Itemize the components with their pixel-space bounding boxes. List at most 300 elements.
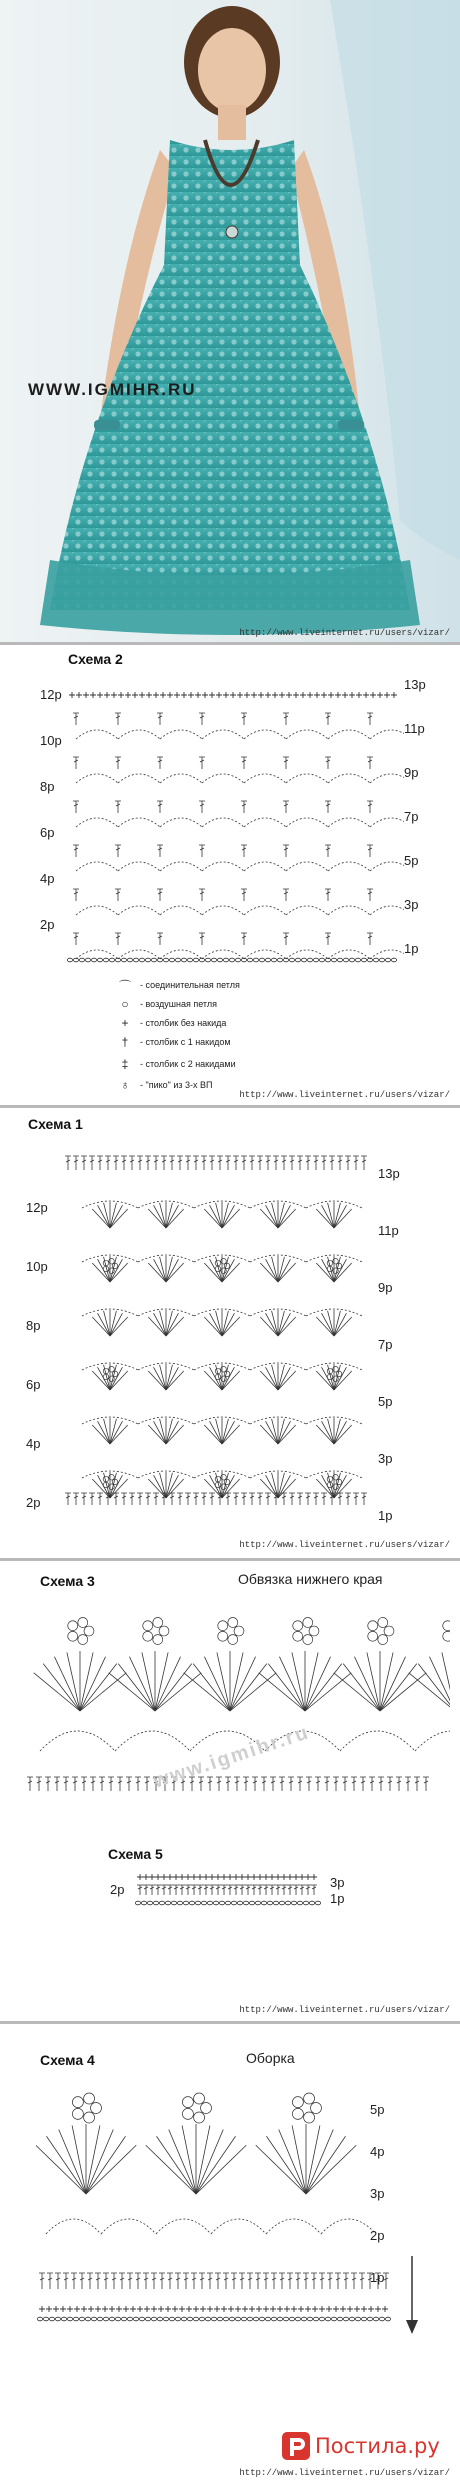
double-crochet-icon: † [121,1035,129,1049]
flower-motif-mark [84,2093,95,2104]
chain-stitch-mark [127,2317,132,2321]
row-label: 6р [40,825,55,840]
chain-stitch-mark [211,958,216,962]
double-crochet-mark [81,1156,87,1170]
single-crochet-mark [137,2306,143,2312]
double-crochet-mark [367,757,373,769]
chain-arc-mark [115,1731,190,1751]
double-crochet-mark [333,1777,339,1791]
flower-motif-mark [68,1621,78,1631]
double-crochet-mark [199,889,205,901]
fan-stitch-mark [429,1657,450,1711]
fan-stitch-mark [36,2145,86,2194]
scheme3-subtitle: Обвязка нижнего края [238,1571,383,1587]
single-crochet-mark [202,692,208,698]
double-crochet-mark [113,1493,119,1505]
scheme1-url[interactable]: http://www.liveinternet.ru/users/vizar/ [239,1540,450,1550]
single-crochet-mark [111,692,117,698]
double-crochet-mark [245,1885,251,1895]
single-crochet-mark [130,2306,136,2312]
double-crochet-mark [293,1885,299,1895]
double-crochet-mark [361,1156,367,1170]
fan-stitch-mark [256,2145,306,2194]
chain-stitch-mark [91,958,96,962]
fan-stitch-mark [306,2130,333,2194]
chain-stitch-mark [205,2317,210,2321]
single-crochet-mark [391,692,397,698]
row-label: 6р [26,1377,41,1392]
double-crochet-mark [117,1777,123,1791]
double-crochet-mark [167,1885,173,1895]
row-label: 1р [370,2270,385,2285]
row-label: 3р [404,897,419,912]
row-label: 1р [330,1891,345,1906]
double-crochet-mark [234,1777,240,1791]
double-crochet-mark [157,713,163,725]
double-crochet-mark [197,1885,203,1895]
double-crochet-mark [283,801,289,813]
row-label: 12р [40,687,62,702]
chain-stitch-mark [91,2317,96,2321]
flower-motif-mark [368,1631,378,1641]
double-crochet-mark [111,2273,117,2289]
double-crochet-mark [283,933,289,945]
single-crochet-mark [209,692,215,698]
double-crochet-mark [279,1777,285,1791]
chain-stitch-mark [379,2317,384,2321]
double-crochet-mark [321,1493,327,1505]
double-crochet-mark [241,801,247,813]
double-crochet-mark [241,889,247,901]
single-crochet-mark [216,692,222,698]
single-crochet-mark [347,2306,353,2312]
single-crochet-mark [69,692,75,698]
double-crochet-mark [95,2273,101,2289]
single-crochet-mark [319,2306,325,2312]
chain-stitch-mark [205,958,210,962]
chain-stitch-mark [175,2317,180,2321]
double-crochet-mark [241,845,247,857]
chain-arc-mark [202,818,244,827]
double-crochet-mark [270,1777,276,1791]
double-crochet-mark [103,2273,109,2289]
double-crochet-mark [169,1156,175,1170]
row-label: 13р [378,1166,400,1181]
double-crochet-mark [227,1885,233,1895]
double-crochet-mark [345,1493,351,1505]
double-crochet-mark [324,1777,330,1791]
chain-arc-mark [76,818,118,827]
flower-motif-mark [218,1631,228,1641]
single-crochet-mark [354,2306,360,2312]
double-crochet-mark [115,889,121,901]
chain-stitch-mark [187,2317,192,2321]
double-crochet-mark [367,845,373,857]
single-crochet-mark [143,1874,149,1880]
chain-arc-mark [211,2219,266,2234]
single-crochet-mark [53,2306,59,2312]
double-crochet-mark [185,1885,191,1895]
row-label: 2р [370,2228,385,2243]
chain-arc-mark [370,774,404,783]
fan-stitch-mark [380,1657,406,1711]
double-crochet-mark [89,1493,95,1505]
single-crochet-mark [321,692,327,698]
single-crochet-mark [123,2306,129,2312]
row-label: 13р [404,677,426,692]
chain-stitch-mark [79,2317,84,2321]
chain-arc-mark [244,818,286,827]
flower-motif-mark [224,1263,230,1269]
double-crochet-mark [233,1156,239,1170]
chain-stitch-mark [349,2317,354,2321]
double-crochet-mark [367,889,373,901]
single-crochet-mark [207,2306,213,2312]
single-crochet-mark [284,2306,290,2312]
chain-stitch-mark [325,2317,330,2321]
flower-motif-mark [194,2093,205,2104]
chain-stitch-mark [343,958,348,962]
row-label: 5р [404,853,419,868]
chain-stitch-mark [151,958,156,962]
chain-stitch-mark [211,2317,216,2321]
double-crochet-mark [321,1156,327,1170]
chain-stitch-mark [255,1901,260,1905]
flower-motif-mark [293,1621,303,1631]
fan-stitch-mark [129,1657,155,1711]
double-crochet-mark [255,2273,261,2289]
chain-stitch-mark [361,958,366,962]
double-crochet-mark [157,757,163,769]
row-label: 4р [26,1436,41,1451]
double-crochet-mark [185,1156,191,1170]
double-crochet-mark [249,1493,255,1505]
single-crochet-mark [263,1874,269,1880]
double-crochet-mark [209,1885,215,1895]
single-crochet-mark [179,2306,185,2312]
double-crochet-mark [119,2273,125,2289]
fan-stitch-mark [80,1657,106,1711]
double-crochet-mark [231,2273,237,2289]
chain-arc-mark [118,950,160,959]
chain-arc-mark [160,906,202,915]
double-crochet-mark [239,1885,245,1895]
chain-stitch-mark [85,958,90,962]
scheme3-watermark: www.igmihr.ru [150,1721,313,1793]
postila-logo[interactable] [282,2432,440,2460]
chain-stitch-mark [295,958,300,962]
chain-arc-mark [202,730,244,739]
chain-stitch-mark [43,2317,48,2321]
double-crochet-mark [252,1777,258,1791]
chain-arc-mark [202,774,244,783]
single-crochet-mark [146,692,152,698]
double-crochet-mark [137,1156,143,1170]
double-crochet-mark [27,1777,33,1791]
double-crochet-mark [203,1885,209,1895]
single-crochet-mark [361,2306,367,2312]
single-crochet-mark [188,692,194,698]
scheme2-chart [64,685,404,970]
chain-stitch-mark [319,958,324,962]
scheme2-url[interactable]: http://www.liveinternet.ru/users/vizar/ [239,1090,450,1100]
single-crochet-mark [167,692,173,698]
double-crochet-mark [367,933,373,945]
double-crochet-mark [54,1777,60,1791]
fan-stitch-mark [196,2130,223,2194]
single-crochet-mark [279,692,285,698]
row-label: 3р [330,1875,345,1890]
single-crochet-mark [299,1874,305,1880]
chain-stitch-mark [315,1901,320,1905]
single-crochet-mark [342,692,348,698]
chain-stitch-mark [177,1901,182,1905]
double-crochet-mark [257,1885,263,1895]
single-crochet-mark [249,2306,255,2312]
flower-motif-mark [84,1626,94,1636]
chain-stitch-mark [199,2317,204,2321]
postila-logo-icon [282,2432,310,2460]
single-crochet-mark [74,2306,80,2312]
single-crochet-mark [287,1874,293,1880]
double-crochet-mark [39,2273,45,2289]
row-label: 7р [404,809,419,824]
scheme5-chart [134,1869,324,1909]
chain-stitch-mark [133,958,138,962]
chain-stitch-mark [169,2317,174,2321]
single-crochet-mark [228,2306,234,2312]
chain-arc-mark [328,906,370,915]
double-crochet-mark [207,2273,213,2289]
chain-stitch-mark [127,958,132,962]
chain-stitch-mark [157,2317,162,2321]
double-crochet-mark [369,1777,375,1791]
double-crochet-mark [157,889,163,901]
single-crochet-mark [90,692,96,698]
row-label: 12р [26,1200,48,1215]
chain-stitch-mark [235,2317,240,2321]
double-crochet-mark [275,1885,281,1895]
chain-stitch-mark [337,958,342,962]
double-crochet-mark [303,2273,309,2289]
single-crochet-mark [251,1874,257,1880]
double-crochet-mark [81,1493,87,1505]
double-crochet-mark [99,1777,105,1791]
double-crochet-mark [45,1777,51,1791]
single-crochet-mark [102,2306,108,2312]
single-crochet-mark [173,1874,179,1880]
slip-stitch-icon: ⌒ [118,978,131,993]
double-crochet-mark [313,1493,319,1505]
chain-stitch-mark [385,958,390,962]
double-crochet-mark [305,1493,311,1505]
chain-stitch-mark [79,958,84,962]
chain-stitch-mark [73,2317,78,2321]
single-crochet-mark [235,2306,241,2312]
flower-motif-mark [84,2112,95,2123]
chain-stitch-mark [163,2317,168,2321]
double-crochet-mark [225,1156,231,1170]
chain-arc-mark [118,862,160,871]
single-crochet-mark [181,692,187,698]
double-crochet-mark [299,1885,305,1895]
single-crochet-mark [258,692,264,698]
single-crochet-mark [116,2306,122,2312]
single-crochet-mark [263,2306,269,2312]
double-crochet-mark [173,1885,179,1895]
chain-arc-mark [76,950,118,959]
double-crochet-mark [249,1156,255,1170]
fan-stitch-mark [196,2145,246,2194]
chain-stitch-mark [109,958,114,962]
single-crochet-mark [221,2306,227,2312]
single-crochet-mark [209,1874,215,1880]
single-crochet-mark [251,692,257,698]
fan-stitch-mark [354,1657,380,1711]
single-crochet-mark [227,1874,233,1880]
flower-motif-mark [304,2112,315,2123]
chain-stitch-mark [181,958,186,962]
scheme3-title: Схема 3 [40,1573,95,1589]
single-crochet-mark [384,692,390,698]
double-crochet-mark [177,1493,183,1505]
chain-stitch-mark [267,1901,272,1905]
double-crochet-mark [143,2273,149,2289]
double-crochet-mark [199,713,205,725]
scheme2-title: Схема 2 [68,651,123,667]
single-crochet-mark [270,2306,276,2312]
double-crochet-mark [209,1493,215,1505]
chain-stitch-mark [271,958,276,962]
chain-stitch-mark [307,2317,312,2321]
double-crochet-mark [145,1156,151,1170]
chain-stitch-mark [37,2317,42,2321]
chain-arc-mark [160,774,202,783]
flower-motif-mark [311,2103,322,2114]
single-crochet-mark [161,1874,167,1880]
chain-stitch-mark [141,1901,146,1905]
chain-stitch-mark [67,2317,72,2321]
chain-stitch-mark [181,2317,186,2321]
chain-stitch-mark [283,2317,288,2321]
double-crochet-mark [359,2273,365,2289]
photo-watermark: WWW.IGMIHR.RU [28,380,197,399]
single-crochet-mark [368,2306,374,2312]
chain-stitch-mark [229,958,234,962]
single-crochet-mark [144,2306,150,2312]
double-crochet-mark [161,1885,167,1895]
double-crochet-mark [89,1156,95,1170]
double-crochet-mark [183,2273,189,2289]
double-crochet-mark [265,1493,271,1505]
double-crochet-mark [271,2273,277,2289]
row-label: 8р [26,1318,41,1333]
chain-stitch-mark [55,2317,60,2321]
photo-url[interactable]: http://www.liveinternet.ru/users/vizar/ [239,628,450,638]
double-crochet-mark [360,1777,366,1791]
single-crochet-mark [137,1874,143,1880]
double-crochet-mark [65,1493,71,1505]
double-crochet-mark [289,1493,295,1505]
double-crochet-mark [263,1885,269,1895]
double-crochet-mark [81,1777,87,1791]
single-crochet-mark [95,2306,101,2312]
chain-stitch-mark [97,2317,102,2321]
chain-arc-mark [118,818,160,827]
chain-stitch-mark [121,958,126,962]
chain-arc-mark [286,950,328,959]
row-label: 9р [378,1280,393,1295]
scheme3-url[interactable]: http://www.liveinternet.ru/users/vizar/ [239,2005,450,2015]
chain-arc-mark [328,730,370,739]
chain-stitch-mark [169,958,174,962]
flower-motif-mark [234,1626,244,1636]
flower-motif-mark [224,1371,230,1377]
flower-motif-mark [218,1621,228,1631]
single-crochet-mark [286,692,292,698]
double-crochet-mark [199,933,205,945]
postila-logo-text: Постила.ру [315,2434,440,2458]
double-crochet-mark [135,2273,141,2289]
chain-stitch-mark [301,2317,306,2321]
single-crochet-mark [203,1874,209,1880]
chain-stitch-mark [259,958,264,962]
double-crochet-mark [241,713,247,725]
single-crochet-mark [269,1874,275,1880]
single-crochet-mark [311,1874,317,1880]
single-crochet-mark [244,692,250,698]
fan-stitch-mark [86,2145,136,2194]
double-crochet-mark [90,1777,96,1791]
chain-arc-mark [101,2219,156,2234]
double-crochet-mark [243,1777,249,1791]
chain-stitch-mark [291,1901,296,1905]
chain-stitch-mark [313,2317,318,2321]
double-crochet-mark [97,1493,103,1505]
double-crochet-mark [175,2273,181,2289]
flower-motif-mark [292,2097,303,2108]
flower-motif-mark [384,1626,394,1636]
double-crochet-mark [241,1156,247,1170]
chain-arc-mark [244,774,286,783]
legend-item: ⌒ - соединительная петля [110,978,240,992]
double-crochet-mark [215,1885,221,1895]
fan-stitch-mark [418,1664,450,1711]
double-crochet-mark [265,1156,271,1170]
fan-stitch-mark [230,1657,256,1711]
single-crochet-mark [200,2306,206,2312]
chain-stitch-mark [289,2317,294,2321]
double-crochet-mark [345,1156,351,1170]
double-crochet-mark [283,713,289,725]
double-crochet-mark [297,1156,303,1170]
single-crochet-mark [265,692,271,698]
chain-arc-mark [370,906,404,915]
scheme4-url[interactable]: http://www.liveinternet.ru/users/vizar/ [239,2468,450,2478]
single-crochet-mark [300,692,306,698]
chain-stitch-mark [247,958,252,962]
chain-arc-mark [156,2219,211,2234]
chain-arc-mark [244,950,286,959]
double-crochet-mark [251,1885,257,1895]
single-crochet-mark [242,2306,248,2312]
chain-arc-mark [286,730,328,739]
double-crochet-mark [153,1493,159,1505]
single-crochet-mark [197,1874,203,1880]
single-crochet-mark [104,692,110,698]
double-crochet-mark [325,933,331,945]
chain-stitch-mark [85,2317,90,2321]
